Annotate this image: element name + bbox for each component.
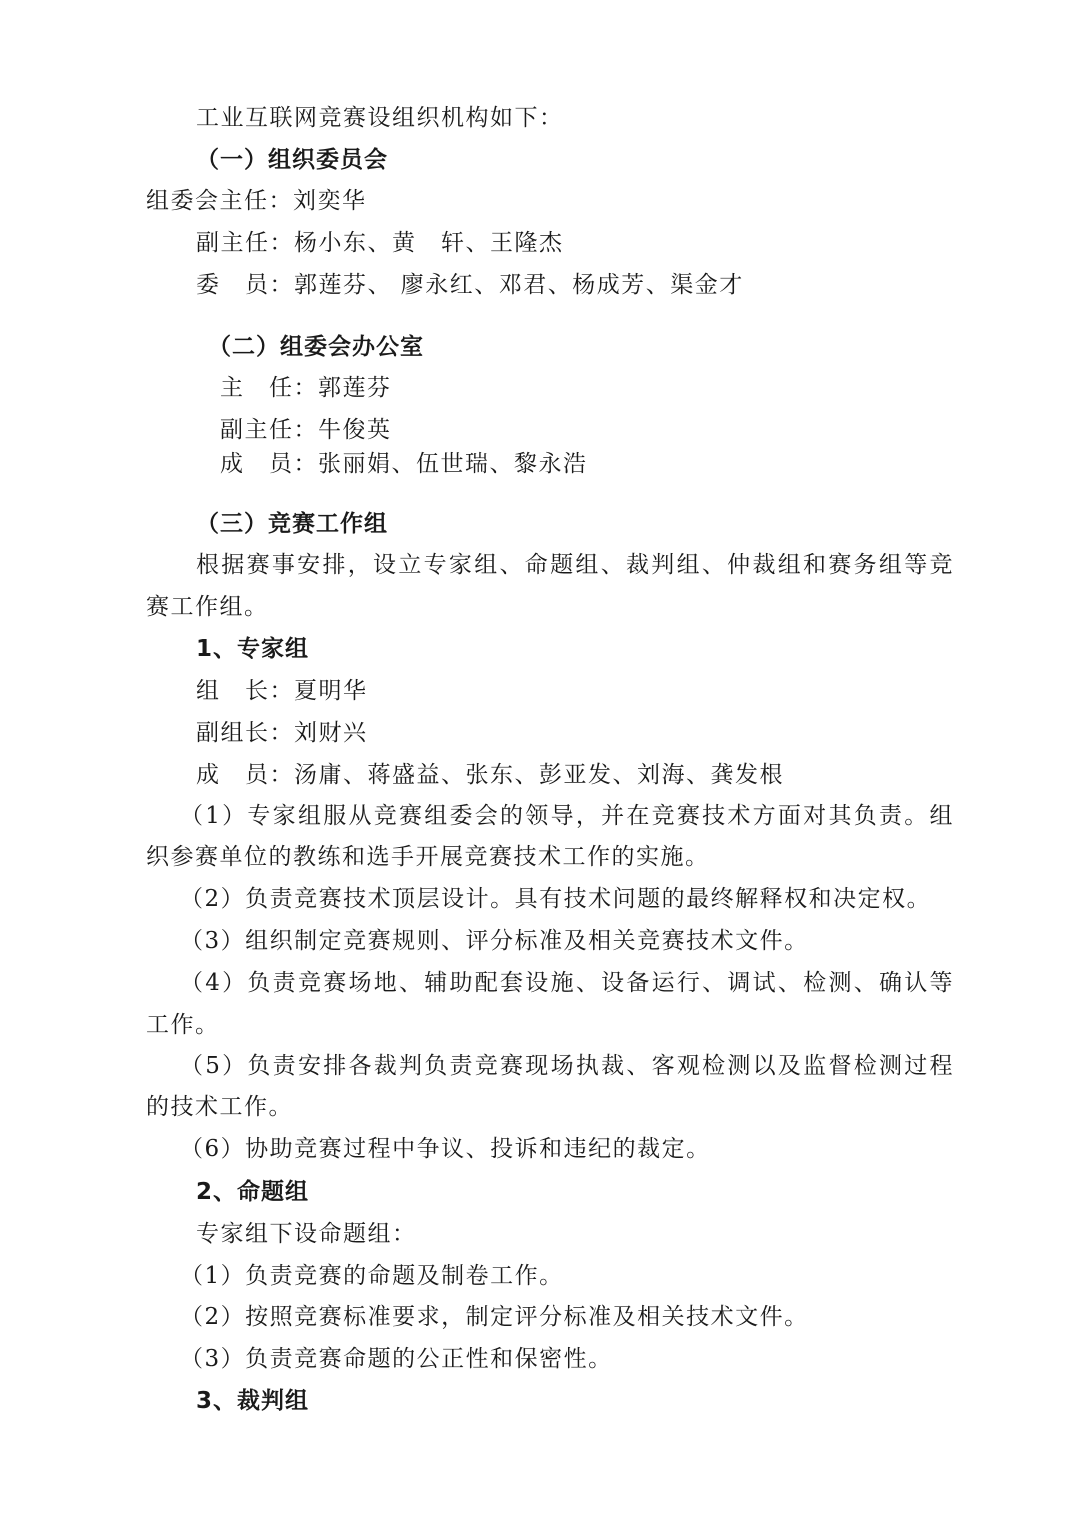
committee-director: 组委会主任：刘奕华 (146, 188, 367, 214)
expert-group-members: 成 员：汤庸、蒋盛益、张东、彭亚发、刘海、龚发根 (196, 762, 784, 788)
proposition-group-heading: 2、命题组 (196, 1179, 310, 1205)
section-heading-committee-office: （二）组委会办公室 (208, 334, 424, 360)
section-heading-organizing-committee: （一）组织委员会 (196, 147, 388, 173)
proposition-group-intro: 专家组下设命题组： (196, 1221, 417, 1247)
expert-duty-5-line2: 的技术工作。 (146, 1094, 293, 1120)
intro-text: 工业互联网竞赛设组织机构如下： (196, 105, 564, 131)
committee-deputy: 副主任：杨小东、黄 轩、王隆杰 (196, 230, 564, 256)
proposition-duty-1: （1）负责竞赛的命题及制卷工作。 (180, 1263, 564, 1289)
expert-duty-1-line2: 织参赛单位的教练和选手开展竞赛技术工作的实施。 (146, 844, 710, 870)
working-groups-intro-line2: 赛工作组。 (146, 594, 269, 620)
expert-duty-2: （2）负责竞赛技术顶层设计。具有技术问题的最终解释权和决定权。 (180, 886, 932, 912)
expert-duty-4-line1: （4）负责竞赛场地、辅助配套设施、设备运行、调试、检测、确认等 (180, 970, 954, 996)
expert-duty-4-line2: 工作。 (146, 1012, 220, 1038)
office-director: 主 任：郭莲芬 (220, 375, 392, 401)
proposition-duty-3: （3）负责竞赛命题的公正性和保密性。 (180, 1346, 613, 1372)
expert-duty-6: （6）协助竞赛过程中争议、投诉和违纪的裁定。 (180, 1136, 711, 1162)
committee-members: 委 员：郭莲芬、 廖永红、邓君、杨成芳、渠金才 (196, 272, 744, 298)
expert-group-heading: 1、专家组 (196, 636, 310, 662)
office-deputy: 副主任：牛俊英 (220, 417, 392, 443)
office-members: 成 员：张丽娟、伍世瑞、黎永浩 (220, 451, 588, 477)
referee-group-heading: 3、裁判组 (196, 1388, 310, 1414)
section-heading-working-groups: （三）竞赛工作组 (196, 511, 388, 537)
expert-group-deputy: 副组长：刘财兴 (196, 720, 368, 746)
expert-duty-3: （3）组织制定竞赛规则、评分标准及相关竞赛技术文件。 (180, 928, 809, 954)
expert-duty-5-line1: （5）负责安排各裁判负责竞赛现场执裁、客观检测以及监督检测过程 (180, 1053, 954, 1079)
expert-duty-1-line1: （1）专家组服从竞赛组委会的领导，并在竞赛技术方面对其负责。组 (180, 803, 954, 829)
working-groups-intro-line1: 根据赛事安排，设立专家组、命题组、裁判组、仲裁组和赛务组等竞 (196, 552, 954, 578)
proposition-duty-2: （2）按照竞赛标准要求，制定评分标准及相关技术文件。 (180, 1304, 809, 1330)
expert-group-leader: 组 长：夏明华 (196, 678, 368, 704)
